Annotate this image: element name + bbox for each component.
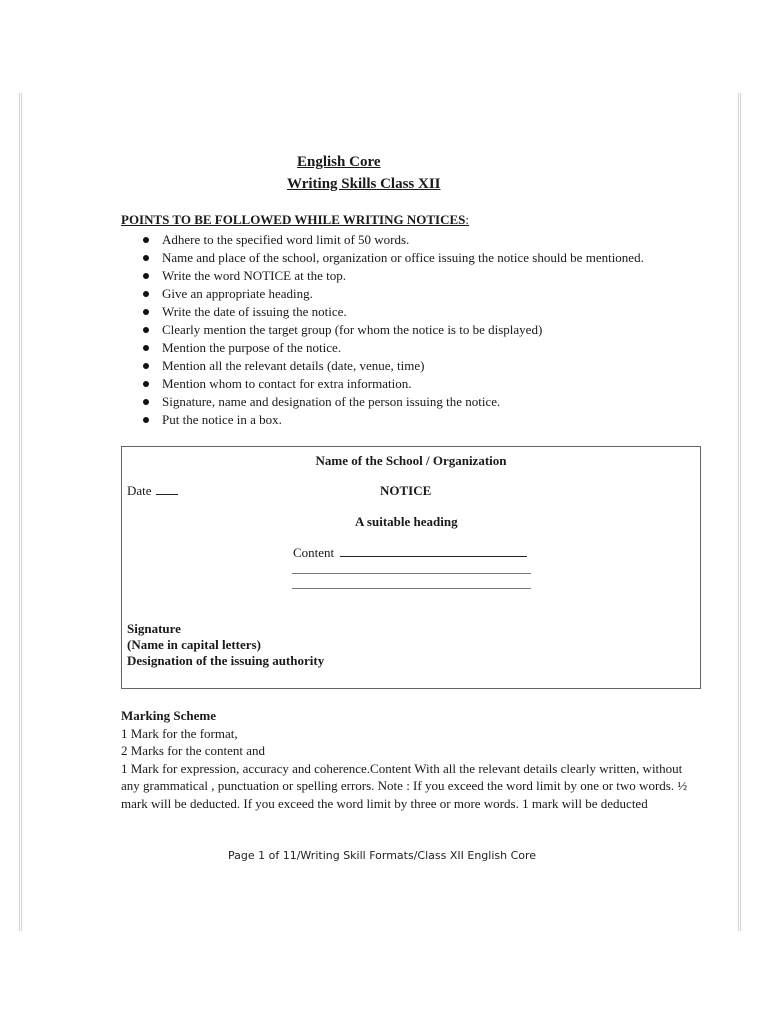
list-item — [140, 285, 644, 303]
bullet-icon — [143, 327, 149, 333]
list-item-text: Adhere to the specified word limit of 50 words. — [162, 232, 410, 247]
marking-line: 2 Marks for the content and — [121, 743, 266, 758]
bullet-icon — [143, 309, 149, 315]
notice-content-label: Content — [293, 545, 335, 560]
list-item-text: Mention whom to contact for extra information. — [162, 376, 412, 391]
list-item — [140, 321, 644, 339]
notice-school-name: Name of the School / Organization — [315, 453, 507, 468]
content-blank-line — [340, 546, 527, 557]
list-item-text: Write the word NOTICE at the top. — [162, 268, 346, 283]
list-item — [140, 393, 644, 411]
list-item-text: Mention all the relevant details (date, venue, time) — [162, 358, 425, 373]
list-item-text: Give an appropriate heading. — [162, 286, 313, 301]
marking-scheme — [121, 707, 701, 812]
list-item — [140, 375, 644, 393]
notice-designation: Designation of the issuing authority — [127, 653, 325, 668]
list-item-text: Mention the purpose of the notice. — [162, 340, 342, 355]
list-item — [140, 267, 644, 285]
list-item-text: Put the notice in a box. — [162, 412, 282, 427]
content-line — [292, 573, 531, 574]
bullet-icon — [143, 291, 149, 297]
list-item-text: Clearly mention the target group (for whom the notice is to be displayed) — [162, 322, 543, 337]
bullet-icon — [143, 255, 149, 261]
bullet-icon — [143, 237, 149, 243]
notice-date-label: Date — [127, 483, 152, 498]
marking-line: 1 Mark for the format, — [121, 725, 238, 741]
content-line — [292, 588, 531, 589]
page-footer: Page 1 of 11/Writing Skill Formats/Class XII English Core — [228, 849, 537, 862]
notice-date — [127, 483, 178, 499]
marking-line: 1 Mark for expression, accuracy and coherence.Content With all the relevant details clearly written, without any grammatical , punctuation or spelling errors. Note : If you exceed the word limit by one or two words. ½ mark will be deducted. If you exceed the word limit by three or more words. 1 mark will be deducted — [121, 760, 688, 811]
list-item — [140, 411, 644, 429]
points-heading-text: POINTS TO BE FOLLOWED WHILE WRITING NOTICES — [121, 212, 466, 227]
bullet-icon — [143, 381, 149, 387]
page-margin-right — [738, 93, 741, 931]
bullet-icon — [143, 363, 149, 369]
list-item — [140, 249, 644, 267]
list-item — [140, 339, 644, 357]
list-item-text: Write the date of issuing the notice. — [162, 304, 347, 319]
list-item-text: Name and place of the school, organization or office issuing the notice should be mentioned. — [162, 250, 644, 265]
document-subtitle: Writing Skills Class XII — [287, 176, 441, 192]
points-heading — [121, 212, 469, 228]
list-item-text: Signature, name and designation of the person issuing the notice. — [162, 394, 501, 409]
marking-scheme-heading: Marking Scheme — [121, 708, 216, 723]
date-blank-line — [156, 484, 178, 495]
notice-heading: A suitable heading — [355, 514, 458, 529]
list-item — [140, 231, 644, 249]
page-margin-left — [19, 93, 22, 931]
notice-title: NOTICE — [380, 483, 432, 498]
list-item — [140, 357, 644, 375]
notice-signature-block — [127, 621, 324, 669]
bullet-icon — [143, 273, 149, 279]
bullet-icon — [143, 399, 149, 405]
notice-format-box — [121, 446, 701, 689]
points-list — [140, 231, 644, 429]
notice-name-caps: (Name in capital letters) — [127, 637, 261, 652]
list-item — [140, 303, 644, 321]
document-title: English Core — [297, 154, 381, 170]
bullet-icon — [143, 417, 149, 423]
notice-content — [293, 545, 527, 561]
notice-signature: Signature — [127, 621, 181, 636]
bullet-icon — [143, 345, 149, 351]
points-heading-colon: : — [465, 212, 469, 227]
